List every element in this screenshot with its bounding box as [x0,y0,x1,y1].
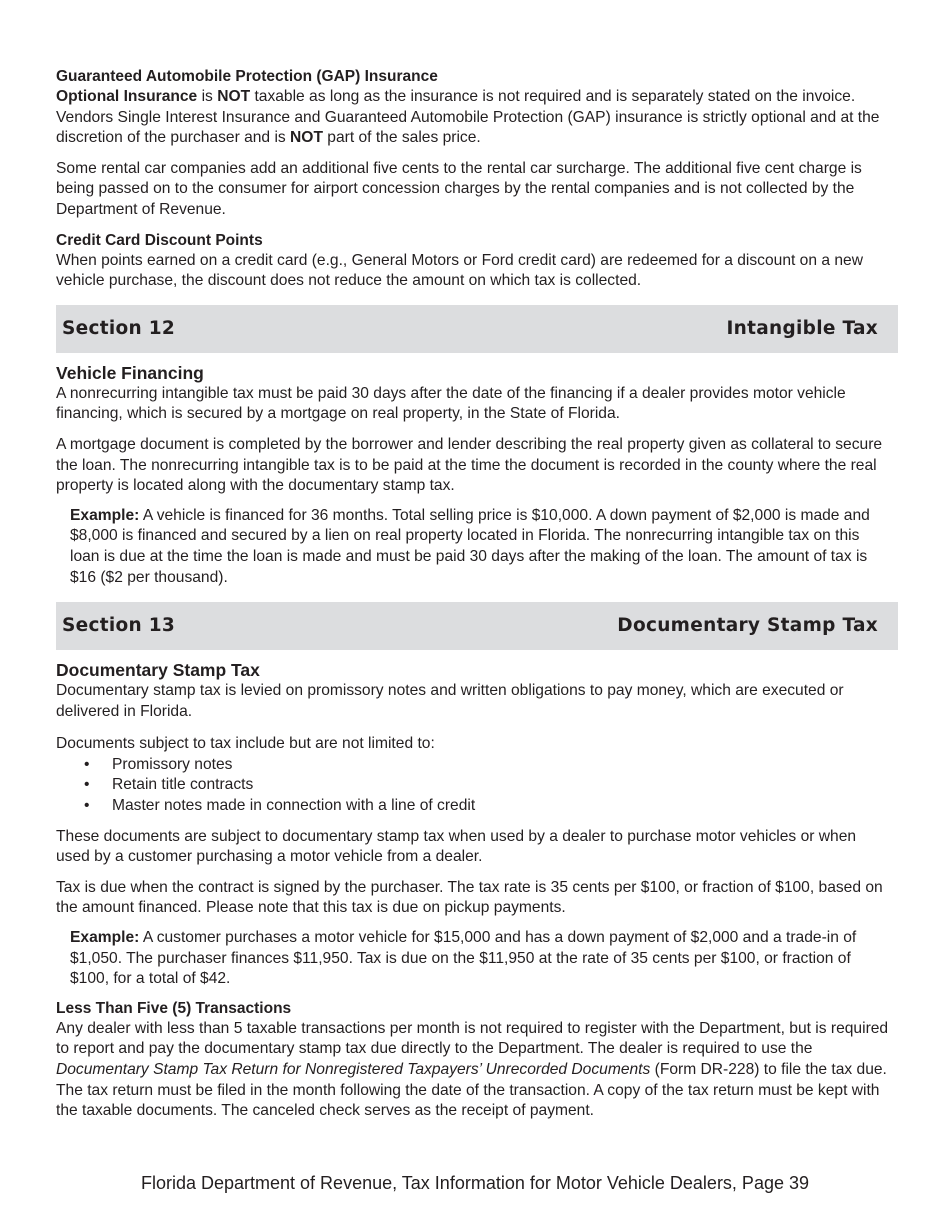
example-label: Example: [70,506,140,524]
list-item: • Promissory notes [84,755,233,773]
section-12-number: Section 12 [62,317,176,339]
section-13-title: Documentary Stamp Tax [617,615,878,637]
vehicle-financing-paragraph: A nonrecurring intangible tax must be paid 30 days after the date of the financing if a dealer provides motor vehicle financing, which is secured by a mortgage on real property, in the State of Florida. [56,384,846,423]
document-page [56,67,892,1122]
stamp-tax-example: Example: A customer purchases a motor vehicle for $15,000 and has a down payment of $2,000 and a trade-in of $1,050. The purchaser finances $11,950. Tax is due on the $11,950 at the rate of 35 cents per $100, or fraction of $100, for a total of $42. [70,929,857,988]
credit-card-paragraph: When points earned on a credit card (e.g., General Motors or Ford credit card) are redeemed for a discount on a new vehicle purchase, the discount does not reduce the amount on which tax is collected. [56,251,863,290]
mortgage-paragraph: A mortgage document is completed by the borrower and lender describing the real property given as collateral to secure the loan. The nonrecurring intangible tax is to be paid at the time the document is recorded in the county where the real property is located along with the documentary stamp tax. [56,435,883,495]
optional-insurance-label: Optional Insurance [56,88,198,105]
vehicle-financing-heading: Vehicle Financing [56,362,204,383]
intangible-tax-example: Example: A vehicle is financed for 36 months. Total selling price is $10,000. A down payment of $2,000 is made and $8,000 is financed and secured by a lien on real property located in Florida. The nonrecurring intangible tax on this loan is due at the time the loan is made and must be paid 30 days after the making of the loan. The amount of tax is $16 ($2 per thousand). [70,506,870,586]
documents-list [56,755,892,817]
rental-car-paragraph: Some rental car companies add an additional five cents to the rental car surcharge. The additional five cent charge is being passed on to the consumer for airport concession charges by the rental companies and is not collected by the Department of Revenue. [56,159,862,218]
section-13-banner [56,602,898,650]
section-13-number: Section 13 [62,615,176,637]
page-footer: Florida Department of Revenue, Tax Information for Motor Vehicle Dealers, Page 39 [140,1173,809,1193]
list-item: • Master notes made in connection with a line of credit [84,797,476,815]
form-name: Documentary Stamp Tax Return for Nonregistered Taxpayers’ Unrecorded Documents [56,1061,651,1078]
section-12-title: Intangible Tax [726,317,878,339]
documentary-stamp-paragraph: Documentary stamp tax is levied on promissory notes and written obligations to pay money, which are executed or delivered in Florida. [56,682,844,720]
credit-card-heading: Credit Card Discount Points [56,231,263,249]
list-intro: Documents subject to tax include but are not limited to: [56,735,435,753]
example-label: Example: [70,929,140,947]
less-than-five-paragraph: Any dealer with less than 5 taxable transactions per month is not required to register with the Department, but is required to report and pay the documentary stamp tax due directly to the Department. The dealer is required to use the Documentary Stamp Tax Return for Nonregistered Taxpayers’ Unrecorded Documents (Form DR-228) to file the tax due. The tax return must be filed in the month following the date of the transaction. A copy of the tax return must be kept with the taxable documents. The canceled check serves as the receipt of payment. [56,1019,889,1120]
gap-heading: Guaranteed Automobile Protection (GAP) Insurance [56,68,438,85]
section-12-banner [56,305,898,353]
list-item: • Retain title contracts [84,776,254,794]
dealer-usage-paragraph: These documents are subject to documentary stamp tax when used by a dealer to purchase motor vehicles or when used by a customer purchasing a motor vehicle from a dealer. [56,827,857,866]
documentary-stamp-heading: Documentary Stamp Tax [56,660,260,681]
tax-rate-paragraph: Tax is due when the contract is signed by the purchaser. The tax rate is 35 cents per $100, or fraction of $100, based on the amount financed. Please note that this tax is due on pickup payments. [56,878,883,917]
less-than-five-heading: Less Than Five (5) Transactions [56,999,292,1017]
gap-paragraph: Optional Insurance is NOT taxable as long as the insurance is not required and is separately stated on the invoice. Vendors Single Interest Insurance and Guaranteed Automobile Protection (GAP) insurance is strictly optional and at the discretion of the purchaser and is NOT part of the sales price. [56,88,880,147]
